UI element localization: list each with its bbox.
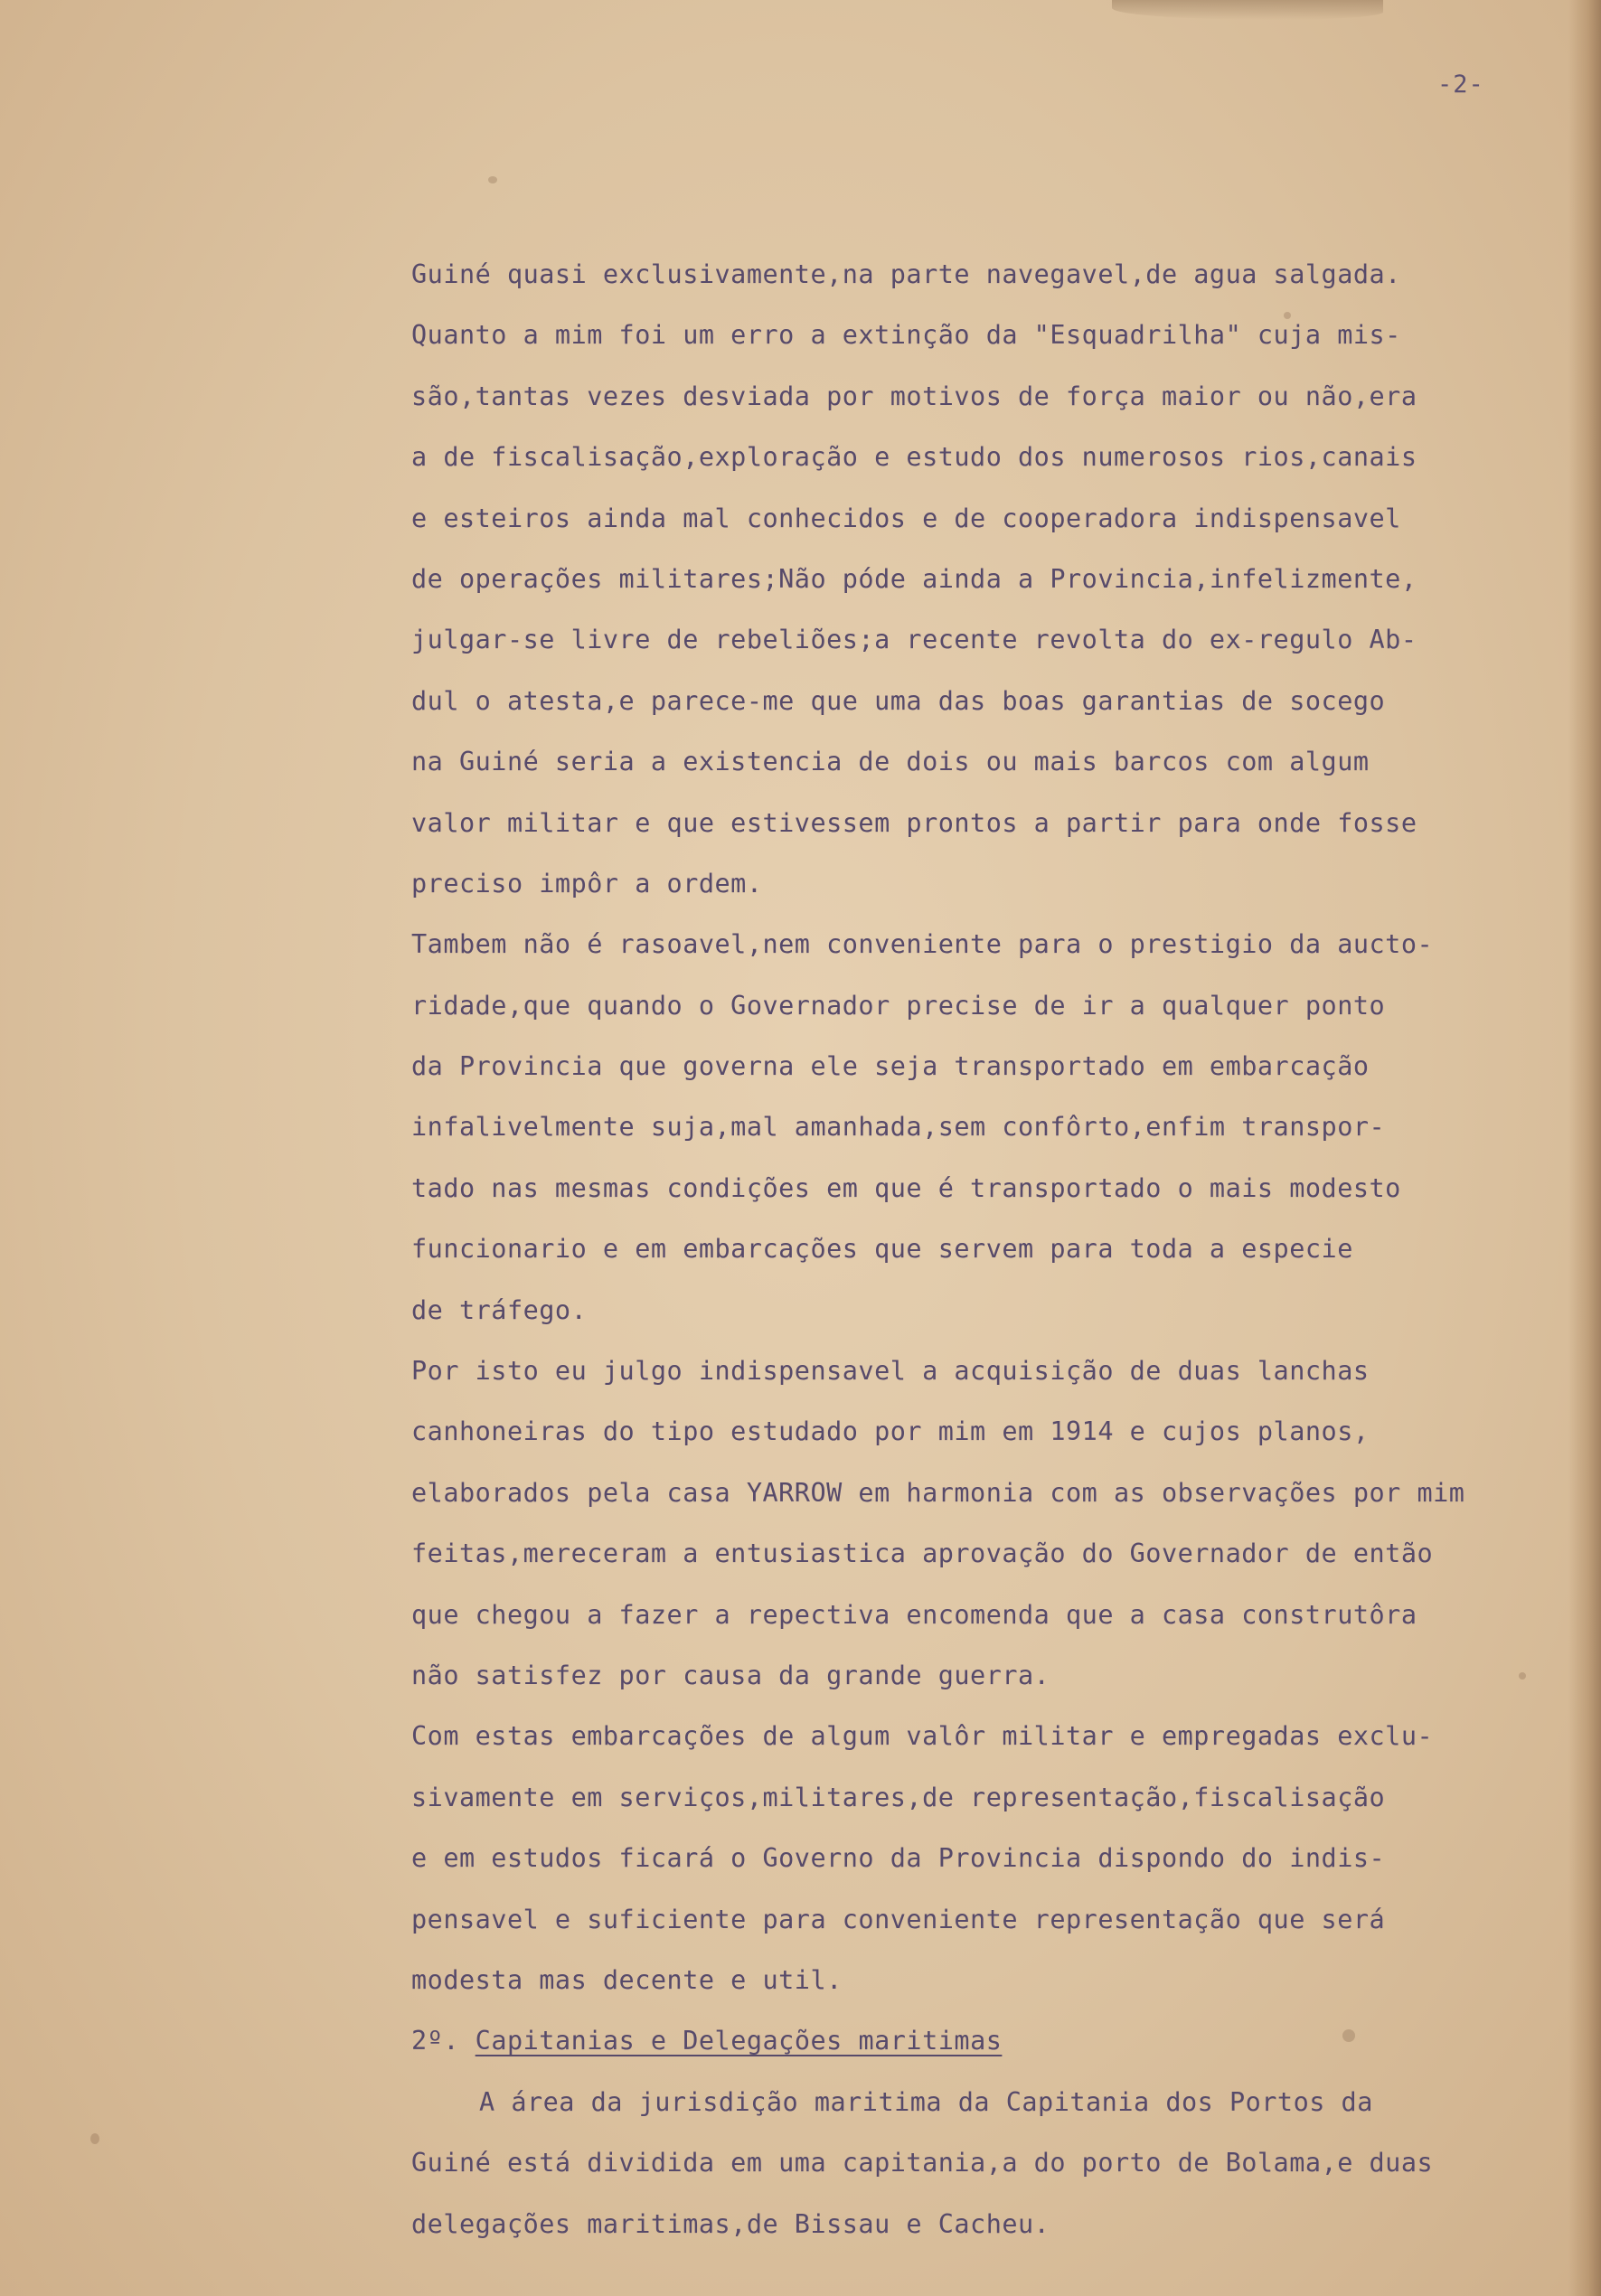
text-line: a de fiscalisação,exploração e estudo dos numerosos rios,canais (411, 442, 1417, 473)
text-line: de operações militares;Não póde ainda a Provincia,infelizmente, (411, 563, 1417, 594)
text-line: Guiné quasi exclusivamente,na parte navegavel,de agua salgada. (411, 259, 1401, 289)
text-line: sivamente em serviços,militares,de representação,fiscalisação (411, 1782, 1386, 1812)
text-line: Com estas embarcações de algum valôr militar e empregadas exclu- (411, 1721, 1434, 1752)
text-line: ridade,que quando o Governador precise de ir a qualquer ponto (411, 990, 1386, 1021)
text-line: julgar-se livre de rebeliões;a recente revolta do ex-regulo Ab- (411, 625, 1417, 655)
page-number: -2- (1437, 71, 1484, 99)
text-line: tado nas mesmas condições em que é transportado o mais modesto (411, 1172, 1401, 1203)
text-line: não satisfez por causa da grande guerra. (411, 1660, 1050, 1690)
text-line: delegações maritimas,de Bissau e Cacheu. (411, 2208, 1050, 2239)
text-line: e em estudos ficará o Governo da Provincia dispondo do indis- (411, 1843, 1386, 1874)
paper-tear (1112, 0, 1383, 20)
text-line: Tambem não é rasoavel,nem conveniente para o prestigio da aucto- (411, 929, 1434, 960)
section-title: Capitanias e Delegações maritimas (475, 2026, 1003, 2056)
paper-stain (488, 176, 497, 183)
text-line: Quanto a mim foi um erro a extinção da "Esquadrilha" cuja mis- (411, 320, 1401, 351)
text-line: feitas,mereceram a entusiastica aprovação do Governador de então (411, 1539, 1434, 1569)
text-line: modesta mas decente e util. (411, 1964, 843, 1995)
section-heading (411, 2010, 1577, 2071)
text-line: de tráfego. (411, 1294, 588, 1325)
text-line: que chegou a fazer a repectiva encomenda que a casa construtôra (411, 1599, 1417, 1630)
text-line: Guiné está dividida em uma capitania,a do porto de Bolama,e duas (411, 2148, 1434, 2178)
text-line: A área da jurisdição maritima da Capitania dos Portos da (479, 2086, 1373, 2117)
paper-stain (90, 2133, 99, 2144)
text-line: na Guiné seria a existencia de dois ou mais barcos com algum (411, 747, 1370, 777)
text-line: Por isto eu julgo indispensavel a acquisição de duas lanchas (411, 1356, 1370, 1387)
text-line: pensavel e suficiente para conveniente representação que será (411, 1904, 1386, 1934)
body-text (411, 244, 1577, 2254)
text-line: canhoneiras do tipo estudado por mim em 1914 e cujos planos, (411, 1416, 1370, 1447)
text-line: e esteiros ainda mal conhecidos e de cooperadora indispensavel (411, 503, 1401, 533)
section-number: 2º. (411, 2026, 459, 2056)
text-line: funcionario e em embarcações que servem para toda a especie (411, 1234, 1353, 1265)
text-line: da Provincia que governa ele seja transportado em embarcação (411, 1051, 1370, 1082)
text-line: preciso impôr a ordem. (411, 868, 763, 899)
text-line: dul o atesta,e parece-me que uma das boas garantias de socego (411, 685, 1386, 716)
text-line: infalivelmente suja,mal amanhada,sem confôrto,enfim transpor- (411, 1112, 1386, 1143)
text-line: elaborados pela casa YARROW em harmonia com as observações por mim (411, 1477, 1465, 1508)
text-line: valor militar e que estivessem prontos a partir para onde fosse (411, 807, 1417, 838)
text-line: são,tantas vezes desviada por motivos de força maior ou não,era (411, 381, 1417, 411)
